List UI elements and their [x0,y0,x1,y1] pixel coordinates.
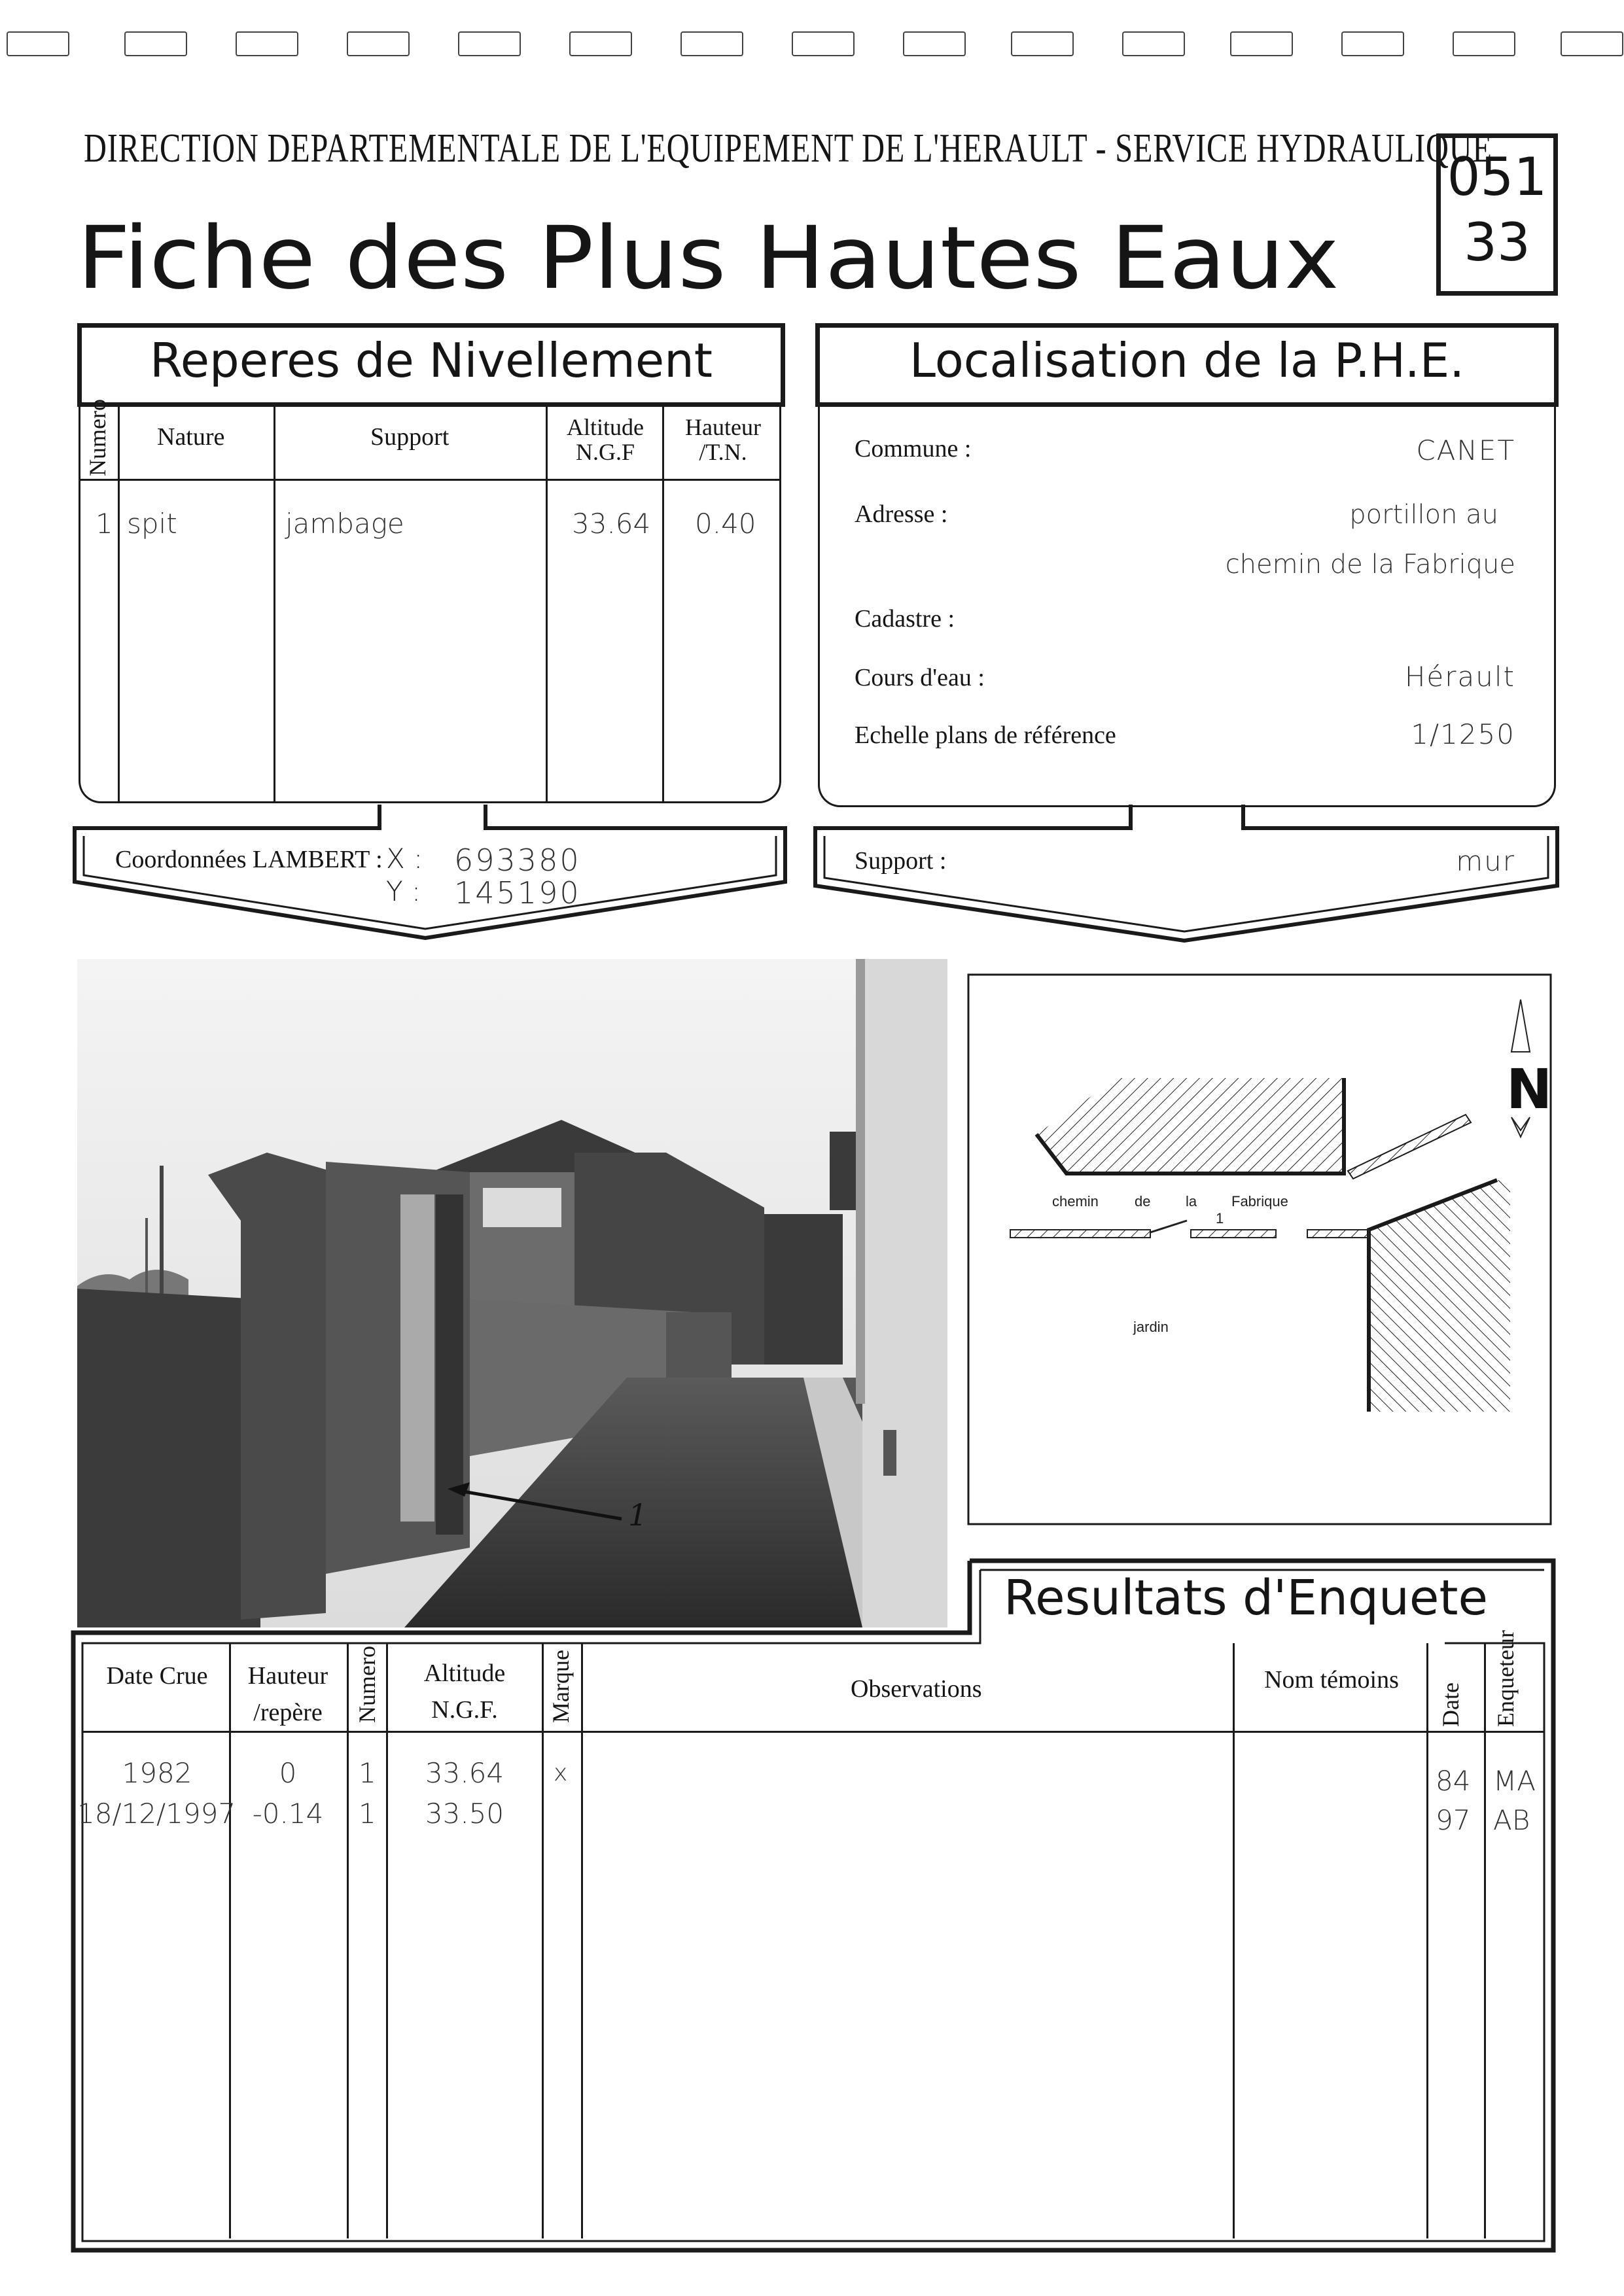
commune-value: CANET [1416,434,1515,466]
repere-altitude: 33.64 [572,508,651,540]
fiche-number-bottom: 33 [1464,212,1530,273]
res-date: 84 [1436,1765,1471,1797]
lambert-x-label: X : [386,843,423,875]
res-date-crue: 1982 [122,1757,192,1789]
map-road-word-3: la [1186,1193,1197,1209]
page-title: Fiche des Plus Hautes Eaux [77,208,1339,309]
repere-support: jambage [285,508,404,540]
res-marque: x [554,1760,568,1786]
adresse-line2: chemin de la Fabrique [1225,549,1515,580]
res-hauteur: 0 [279,1757,297,1789]
col-hauteur-header: Hauteur /T.N. [685,414,761,465]
col-nature-header: Nature [157,423,225,451]
map-marker: 1 [1216,1210,1224,1226]
adresse-label: Adresse : [855,500,948,528]
cours-eau-value: Hérault [1404,661,1515,693]
res-numero: 1 [359,1757,376,1789]
col-numero-header: Numero [84,399,111,476]
res-date-crue: 18/12/1997 [77,1798,236,1830]
photo-marker: 1 [628,1497,648,1533]
lambert-y-value: 145190 [454,875,581,911]
lambert-x-value: 693380 [454,843,581,878]
col-altitude-res-header: Altitude N.G.F. [423,1660,506,1724]
lambert-y-label: Y : [386,875,421,907]
localisation-section-title: Localisation de la P.H.E. [815,323,1559,407]
echelle-value: 1/1250 [1411,718,1515,750]
col-nom-temoins-header: Nom témoins [1264,1666,1399,1694]
res-enqueteur: AB [1493,1804,1530,1836]
col-enqueteur-header: Enqueteur [1492,1630,1519,1727]
direction-heading: DIRECTION DEPARTEMENTALE DE L'EQUIPEMENT DE L'HERAULT - SERVICE HYDRAULIQUE [84,126,1492,171]
adresse-line1: portillon au [1349,500,1498,530]
echelle-label: Echelle plans de référence [855,722,1116,749]
lambert-arrow-box [72,802,792,952]
map-road-word-2: de [1135,1193,1151,1209]
col-support-header: Support [370,423,450,451]
col-hauteur-repere-header: Hauteur /repère [247,1662,328,1726]
res-hauteur: -0.14 [252,1798,324,1830]
resultats-section-title: Resultats d'Enquete [1004,1570,1488,1626]
repere-nature: spit [127,508,177,540]
res-date: 97 [1436,1804,1471,1836]
support-value: mur [1456,845,1515,877]
map-jardin-label: jardin [1133,1319,1169,1335]
reperes-section-title: Reperes de Nivellement [77,323,785,407]
map-road-word-1: chemin [1052,1193,1099,1209]
commune-label: Commune : [855,435,972,462]
repere-hauteur: 0.40 [695,508,756,540]
col-observations-header: Observations [851,1675,982,1703]
site-photo [77,959,947,1627]
col-marque-header: Marque [548,1650,574,1723]
support-label: Support : [855,847,947,875]
res-altitude: 33.64 [425,1757,504,1789]
fiche-number-top: 051 [1447,147,1547,207]
res-altitude: 33.50 [425,1798,504,1830]
col-altitude-header: Altitude N.G.F [567,414,644,465]
lambert-label: Coordonnées LAMBERT : [115,846,383,873]
location-map [967,973,1552,1525]
col-numero-res-header: Numero [354,1646,380,1723]
fiche-number-box [1436,133,1558,296]
col-date-crue-header: Date Crue [106,1662,208,1690]
cadastre-label: Cadastre : [855,605,955,633]
repere-numero: 1 [96,508,113,540]
map-road-word-4: Fabrique [1231,1193,1288,1209]
cours-eau-label: Cours d'eau : [855,664,985,691]
col-date-header: Date [1438,1682,1464,1727]
res-enqueteur: MA [1493,1765,1536,1797]
res-numero: 1 [359,1798,376,1830]
support-arrow-box [811,802,1564,952]
north-label: N [1506,1057,1552,1121]
